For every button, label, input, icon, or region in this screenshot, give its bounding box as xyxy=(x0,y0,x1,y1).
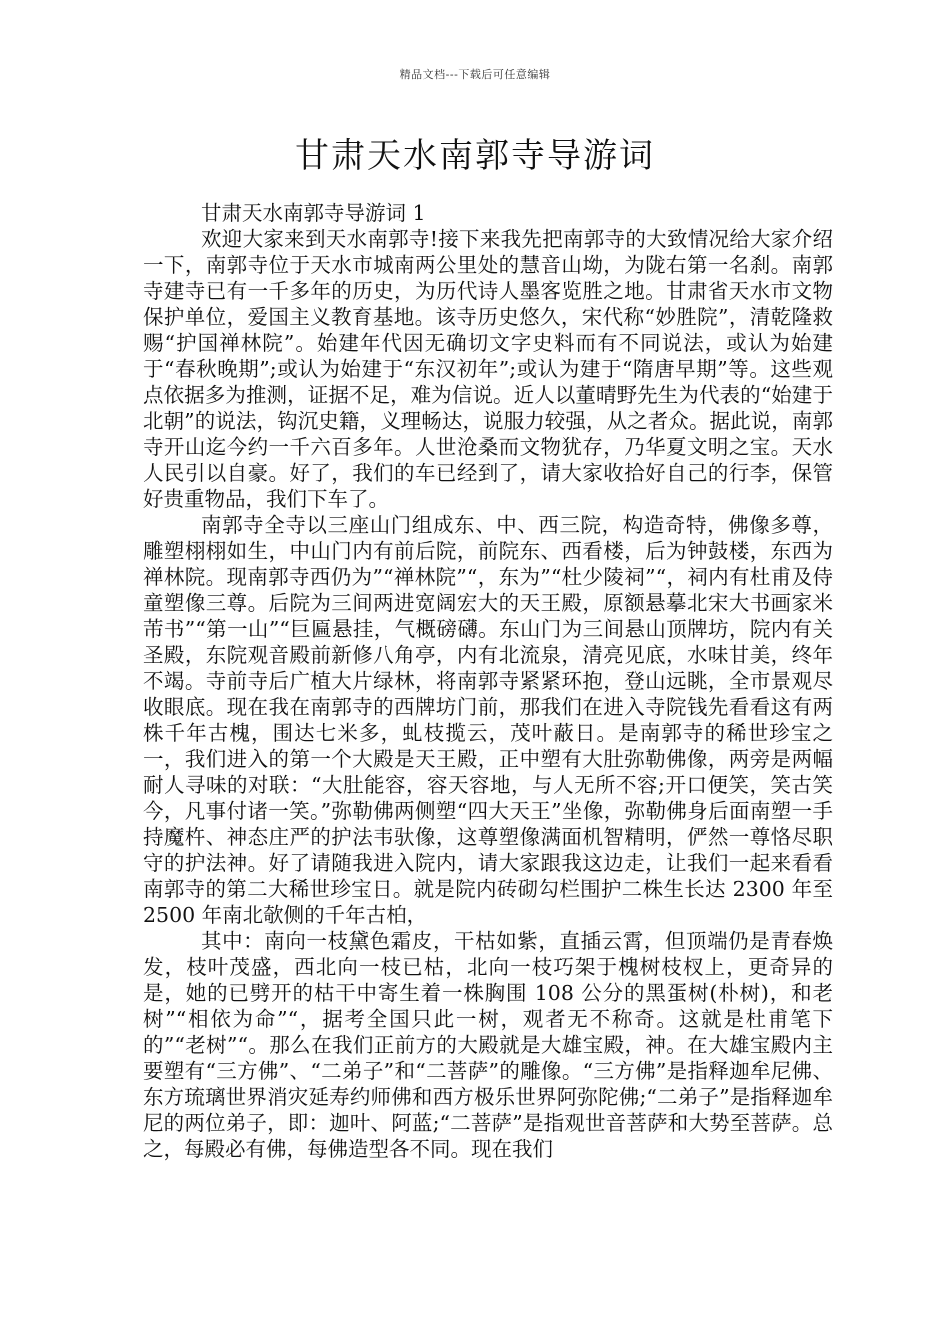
document-title: 甘肃天水南郭寺导游词 xyxy=(295,136,655,176)
paragraph-3: 其中：南向一枝黛色霜皮，干枯如紫，直插云霄，但顶端仍是青春焕发，枝叶茂盛，西北向一枝已枯，北向一枝巧架于槐树枝杈上，更奇异的是，她的已劈开的枯干中寄生着一株胸围 108 公分的黑蛋树(朴树)，和老树”“相依为命”“，据考全国只此一树，观者无不称奇。这就是杜甫笔下的”“老树”“。那么在我们正前方的大殿就是大雄宝殿，神。在大雄宝殿内主要塑有“三方佛”、“二弟子”和“二菩萨”的雕像。“三方佛”是指释迦牟尼佛、东方琉璃世界消灾延寿约师佛和西方极乐世界阿弥陀佛;“二弟子”是指释迦牟尼的两位弟子，即：迦叶、阿蓝;“二菩萨”是指观世音菩萨和大势至菩萨。总之，每殿必有佛，每佛造型各不同。现在我们 xyxy=(143,929,833,1161)
paragraph-1: 欢迎大家来到天水南郭寺!接下来我先把南郭寺的大致情况给大家介绍一下，南郭寺位于天水市城南两公里处的慧音山坳，为陇右第一名刹。南郭寺建寺已有一千多年的历史，为历代诗人墨客览胜之地。甘肃省天水市文物保护单位，爱国主义教育基地。该寺历史悠久，宋代称“妙胜院”，清乾隆救赐“护国禅林院”。始建年代因无确切文字史料而有不同说法，或认为始建于“春秋晚期”;或认为始建于“东汉初年”;或认为建于“隋唐早期”等。这些观点依据多为推测，证据不足，难为信说。近人以董晴野先生为代表的“始建于北朝”的说法，钩沉史籍，义理畅达，说服力较强，从之者众。据此说，南郭寺开山迄今约一千六百多年。人世沧桑而文物犹存，乃华夏文明之宝。天水人民引以自豪。好了，我们的车已经到了，请大家收拾好自己的行李，保管好贵重物品，我们下车了。 xyxy=(143,227,833,511)
paragraph-2: 南郭寺全寺以三座山门组成东、中、西三院，构造奇特，佛像多尊，雕塑栩栩如生，中山门内有前后院，前院东、西看楼，后为钟鼓楼，东西为禅林院。现南郭寺西仍为”“禅林院”“，东为”“杜少陵祠”“，祠内有杜甫及侍童塑像三尊。后院为三间两进宽阔宏大的天王殿，原额悬摹北宋大书画家米芾书”“第一山”“巨匾悬挂，气概磅礴。东山门为三间悬山顶牌坊，院内有关圣殿，东院观音殿前新修八角亭，内有北流泉，清亮见底，水味甘美，终年不竭。寺前寺后广植大片绿林，将南郭寺紧紧环抱，登山远眺，全市景观尽收眼底。现在我在南郭寺的西牌坊门前，那我们在进入寺院钱先看看这有两株千年古槐，围达七米多，虬枝揽云，茂叶蔽日。是南郭寺的稀世珍宝之一，我们进入的第一个大殿是天王殿，正中塑有大肚弥勒佛像，两旁是两幅耐人寻味的对联：“大肚能容，容天容地，与人无所不容;开口便笑，笑古笑今，凡事付诸一笑。”弥勒佛两侧塑“四大天王”坐像，弥勒佛身后面南塑一手持魔杵、神态庄严的护法韦驮像，这尊塑像满面机智精明，俨然一尊恪尽职守的护法神。好了请随我进入院内，请大家跟我这边走，让我们一起来看看南郭寺的第二大稀世珍宝日。就是院内砖砌勾栏围护二株生长达 2300 年至 2500 年南北欹侧的千年古柏， xyxy=(143,513,833,927)
document-body xyxy=(143,200,833,1162)
header-note: 精品文档---下载后可任意编辑 xyxy=(399,68,551,81)
section-subtitle: 甘肃天水南郭寺导游词 1 xyxy=(201,201,426,225)
